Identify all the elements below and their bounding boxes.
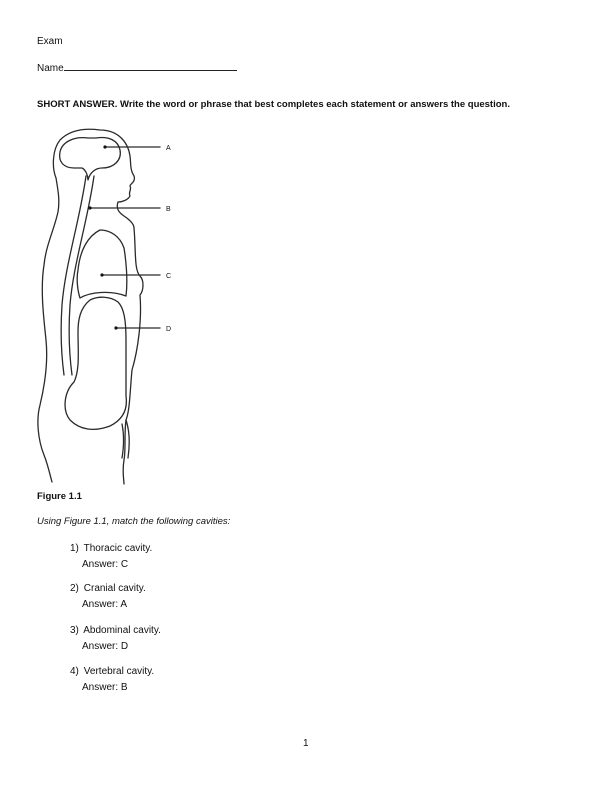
question-answer: Answer: A [82,599,128,610]
question-answer: Answer: C [82,559,129,570]
question-prompt: Using Figure 1.1, match the following cavities: [37,516,231,527]
figure-label-c: C [166,273,172,280]
question-number: 4) [70,666,79,677]
question-answer: Answer: B [82,682,128,693]
question-item [70,543,152,570]
exam-title: Exam [37,36,63,47]
body-cavities-figure [30,120,190,485]
page-number: 1 [303,738,309,749]
section-instructions: SHORT ANSWER. Write the word or phrase that best completes each statement or answers the question. [37,99,510,110]
figure-caption: Figure 1.1 [37,491,82,502]
point-a [103,145,106,148]
question-text: Thoracic cavity. [83,543,153,554]
point-b [88,206,91,209]
question-item [70,625,161,652]
name-label: Name [37,63,64,74]
question-number: 3) [70,625,79,636]
question-text: Cranial cavity. [83,583,146,594]
abdominal-cavity [65,297,126,429]
name-field [37,61,237,74]
body-outline [38,129,143,484]
question-item [70,583,146,610]
name-underline [64,61,237,71]
point-d [114,326,117,329]
point-c [100,273,103,276]
question-answer: Answer: D [82,641,129,652]
question-item [70,666,154,693]
figure-label-b: B [166,206,171,213]
question-text: Vertebral cavity. [83,666,155,677]
thoracic-cavity [77,230,127,298]
figure-label-a: A [166,145,171,152]
question-number: 1) [70,543,79,554]
cranial-cavity [60,138,121,181]
question-number: 2) [70,583,79,594]
question-text: Abdominal cavity. [83,625,161,636]
figure-label-d: D [166,326,172,333]
